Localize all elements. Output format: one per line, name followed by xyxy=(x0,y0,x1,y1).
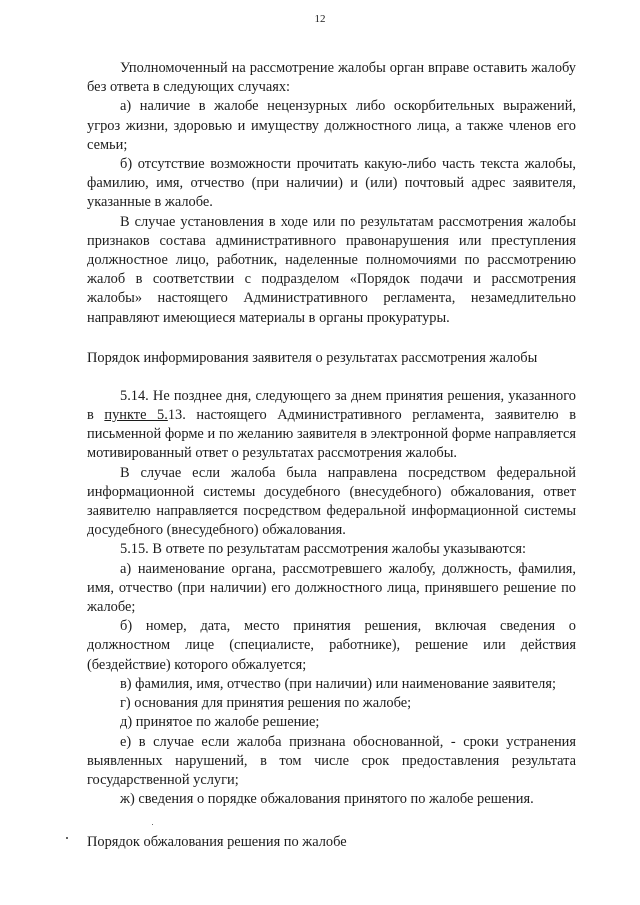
page-number: 12 xyxy=(314,13,326,25)
list-item-g: г) основания для принятия решения по жалобе; xyxy=(120,695,412,712)
list-item-b: б) номер, дата, место принятия решения, включая сведения о должностном лице (специалисте, работнике), решение или действия (бездействие) которого обжалуется; xyxy=(87,618,576,673)
paragraph-5-15: 5.15. В ответе по результатам рассмотрения жалобы указываются: xyxy=(120,541,526,558)
paragraph-5-14-rest: 13. настоящего Административного регламента, заявителю в письменной форме и по желанию заявителя в электронной форме направляется мотивированный ответ о результатах рассмотрения жалобы. xyxy=(87,407,576,462)
list-item-obscene: а) наличие в жалобе нецензурных либо оскорбительных выражений, угроз жизни, здоровью и имуществу должностного лица, а также членов его семьи; xyxy=(87,98,576,153)
section-heading-appeal: Порядок обжалования решения по жалобе xyxy=(87,834,347,851)
section-heading-inform: Порядок информирования заявителя о результатах рассмотрения жалобы xyxy=(87,349,538,366)
paragraph-federal-system: В случае если жалоба была направлена посредством федеральной информационной системы досудебного (внесудебного) обжалования, ответ заявителю направляется посредством федеральной информационной системы досудебного (внесудебного) обжалования. xyxy=(87,464,576,539)
scan-speck xyxy=(66,837,68,839)
list-item-e: е) в случае если жалоба признана обоснованной, - сроки устранения выявленных нарушений, в том числе срок предоставления результата государственной услуги; xyxy=(87,733,576,788)
clause-reference-link[interactable]: пункте 5. xyxy=(104,407,168,424)
list-item-d: д) принятое по жалобе решение; xyxy=(120,714,320,731)
scan-speck xyxy=(152,824,153,825)
list-item-a: а) наименование органа, рассмотревшего жалобу, должность, фамилия, имя, отчество (при наличии) его должностного лица, принявшего решение по жалобе; xyxy=(87,560,576,616)
list-item-v: в) фамилия, имя, отчество (при наличии) или наименование заявителя; xyxy=(120,675,556,692)
paragraph-5-14 xyxy=(87,387,576,464)
list-item-unreadable: б) отсутствие возможности прочитать какую-либо часть текста жалобы, фамилию, имя, отчество (при наличии) и (или) почтовый адрес заявителя, указанные в жалобе. xyxy=(87,156,576,211)
paragraph-no-answer-intro: Уполномоченный на рассмотрение жалобы орган вправе оставить жалобу без ответа в следующих случаях: xyxy=(87,60,576,96)
paragraph-5-14-text: 5.14. Не позднее дня, следующего за днем принятия решения, указанного в xyxy=(87,387,576,424)
list-item-zh: ж) сведения о порядке обжалования принятого по жалобе решения. xyxy=(120,791,534,808)
document-body xyxy=(87,59,576,853)
paragraph-violation: В случае установления в ходе или по результатам рассмотрения жалобы признаков состава административного правонарушения или преступления должностное лицо, работник, наделенные полномочиями по рассмотрению жалоб в соответствии с подразделом «Порядок подачи и рассмотрения жалобы» настоящего Административного регламента, незамедлительно направляют имеющиеся материалы в органы прокуратуры. xyxy=(87,213,576,326)
